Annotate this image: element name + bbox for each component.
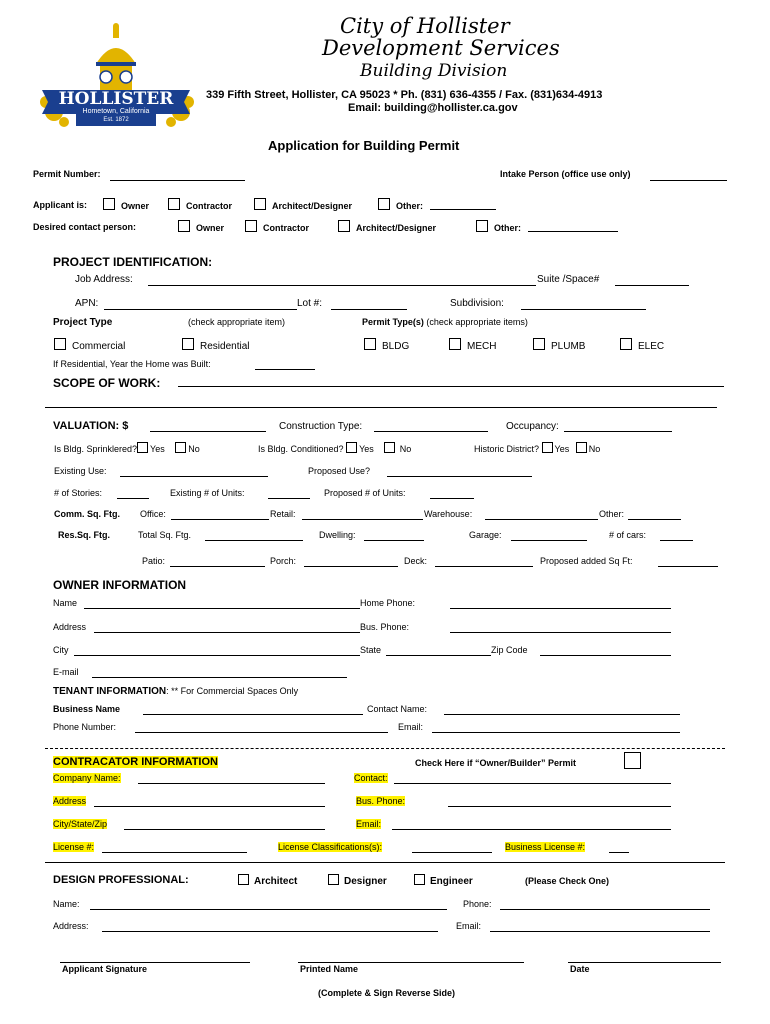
tenant-phone-label: Phone Number: <box>53 722 117 732</box>
mech-option[interactable]: MECH <box>449 338 496 352</box>
checkbox-icon[interactable] <box>338 220 350 232</box>
garage-label: Garage: <box>469 530 502 540</box>
checkbox-icon[interactable] <box>384 442 395 453</box>
proposed-added-field[interactable] <box>658 566 718 567</box>
applicant-signature-label: Applicant Signature <box>62 964 148 974</box>
applicant-contractor[interactable]: Contractor <box>168 198 232 211</box>
suite-field[interactable] <box>615 285 689 286</box>
owner-zip-field[interactable] <box>540 655 671 656</box>
checkbox-icon[interactable] <box>178 220 190 232</box>
section-divider-2 <box>45 862 725 863</box>
garage-field[interactable] <box>511 540 587 541</box>
existing-units-field[interactable] <box>268 498 310 499</box>
design-phone-field[interactable] <box>500 909 710 910</box>
design-designer[interactable]: Designer <box>328 874 387 887</box>
intake-field[interactable] <box>650 180 727 181</box>
design-engineer[interactable]: Engineer <box>414 874 473 887</box>
tenant-email-field[interactable] <box>432 732 680 733</box>
deck-label: Deck: <box>404 556 428 566</box>
checkbox-icon[interactable] <box>238 874 249 885</box>
checkbox-icon[interactable] <box>378 198 390 210</box>
design-email-field[interactable] <box>490 931 710 932</box>
header-address: 339 Fifth Street, Hollister, CA 95023 * Ph. (831) 636-4355 / Fax. (831)634-4913 <box>206 89 603 101</box>
checkbox-icon[interactable] <box>346 442 357 453</box>
intake-label: Intake Person (office use only) <box>500 169 631 179</box>
tenant-business-field[interactable] <box>143 714 363 715</box>
checkbox-icon[interactable] <box>328 874 339 885</box>
commercial-option[interactable]: Commercial <box>54 338 125 352</box>
checkbox-icon[interactable] <box>175 442 186 453</box>
construction-type-field[interactable] <box>374 431 488 432</box>
tenant-heading: TENANT INFORMATION: ** For Commercial Spaces Only <box>53 686 299 697</box>
logo-text: HOLLISTER <box>58 89 174 109</box>
residential-option[interactable]: Residential <box>182 338 249 352</box>
contractor-contact-field[interactable] <box>394 783 671 784</box>
design-address-label: Address: <box>53 921 89 931</box>
checkbox-icon[interactable] <box>364 338 376 350</box>
owner-home-phone-label: Home Phone: <box>360 598 416 608</box>
design-architect[interactable]: Architect <box>238 874 297 887</box>
proposed-units-label: Proposed # of Units: <box>324 488 406 498</box>
retail-label: Retail: <box>270 509 296 519</box>
proposed-added-label: Proposed added Sq Ft: <box>540 556 633 566</box>
contractor-email-field[interactable] <box>392 829 671 830</box>
suite-label: Suite /Space# <box>537 274 600 285</box>
checkbox-icon[interactable] <box>414 874 425 885</box>
header-title-dept: Development Services <box>322 36 560 60</box>
job-address-label: Job Address: <box>75 274 133 285</box>
tenant-business-label: Business Name <box>53 704 121 714</box>
contractor-address-label: Address <box>53 796 87 806</box>
contractor-bus-phone-field[interactable] <box>448 806 671 807</box>
warehouse-label: Warehouse: <box>424 509 473 519</box>
owner-city-field[interactable] <box>74 655 360 656</box>
owner-bus-phone-field[interactable] <box>450 632 671 633</box>
printed-name-line[interactable] <box>298 962 524 963</box>
comm-sq-label: Comm. Sq. Ftg. <box>54 509 120 519</box>
checkbox-icon[interactable] <box>103 198 115 210</box>
proposed-use-label: Proposed Use? <box>308 466 371 476</box>
year-built-label: If Residential, Year the Home was Built: <box>53 359 211 369</box>
proposed-use-field[interactable] <box>387 476 532 477</box>
contact-contractor[interactable]: Contractor <box>245 220 309 233</box>
tenant-contact-field[interactable] <box>444 714 680 715</box>
bldg-option[interactable]: BLDG <box>364 338 409 352</box>
date-label: Date <box>570 964 590 974</box>
owner-heading: OWNER INFORMATION <box>53 578 187 592</box>
applicant-owner[interactable]: Owner <box>103 198 149 211</box>
contact-other-field[interactable] <box>528 231 618 232</box>
tenant-phone-field[interactable] <box>135 732 388 733</box>
existing-units-label: Existing # of Units: <box>170 488 245 498</box>
total-sq-label: Total Sq. Ftg. <box>138 530 192 540</box>
total-sq-field[interactable] <box>205 540 303 541</box>
occupancy-label: Occupancy: <box>506 421 559 432</box>
project-type-label: Project Type <box>53 317 113 328</box>
apn-field[interactable] <box>104 309 297 310</box>
date-line[interactable] <box>568 962 721 963</box>
permit-types-label: Permit Type(s) (check appropriate items) <box>362 317 528 327</box>
company-field[interactable] <box>138 783 325 784</box>
contact-label: Desired contact person: <box>33 222 137 232</box>
retail-field[interactable] <box>302 519 423 520</box>
form-title: Application for Building Permit <box>268 138 460 153</box>
contact-other[interactable]: Other: <box>476 220 521 233</box>
checkbox-icon[interactable] <box>542 442 553 453</box>
checkbox-icon[interactable] <box>576 442 587 453</box>
historic-question: Historic District? Yes No <box>474 444 601 454</box>
header-title-city: City of Hollister <box>340 14 510 38</box>
dwelling-label: Dwelling: <box>319 530 356 540</box>
printed-name-label: Printed Name <box>300 964 359 974</box>
dwelling-field[interactable] <box>364 540 424 541</box>
cars-label: # of cars: <box>609 530 647 540</box>
owner-builder-label: Check Here if “Owner/Builder” Permit <box>415 758 577 768</box>
design-address-field[interactable] <box>102 931 438 932</box>
design-name-label: Name: <box>53 899 80 909</box>
logo-est: Est. 1872 <box>103 117 129 123</box>
applicant-architect[interactable]: Architect/Designer <box>254 198 352 211</box>
owner-email-field[interactable] <box>92 677 347 678</box>
business-license-label: Business License #: <box>505 842 586 852</box>
owner-state-field[interactable] <box>386 655 491 656</box>
sprinklered-question: Is Bldg. Sprinklered? Yes No <box>54 444 200 454</box>
checkbox-icon[interactable] <box>449 338 461 350</box>
design-note: (Please Check One) <box>525 876 610 886</box>
checkbox-icon[interactable] <box>182 338 194 350</box>
city-state-zip-label: City/State/Zip <box>53 819 108 829</box>
city-state-zip-field[interactable] <box>124 829 325 830</box>
owner-home-phone-field[interactable] <box>450 608 671 609</box>
valuation-label: VALUATION: $ <box>53 420 129 432</box>
conditioned-question: Is Bldg. Conditioned? Yes No <box>258 444 412 454</box>
business-license-field[interactable] <box>609 852 629 853</box>
owner-address-field[interactable] <box>94 632 360 633</box>
other-sq-label: Other: <box>599 509 625 519</box>
patio-field[interactable] <box>170 566 265 567</box>
other-sq-field[interactable] <box>628 519 681 520</box>
footer-note: (Complete & Sign Reverse Side) <box>318 988 456 998</box>
contractor-contact-label: Contact: <box>354 773 388 783</box>
applicant-other-field[interactable] <box>430 209 496 210</box>
valuation-field[interactable] <box>150 431 266 432</box>
patio-label: Patio: <box>142 556 166 566</box>
design-phone-label: Phone: <box>463 899 492 909</box>
contractor-email-label: Email: <box>356 819 382 829</box>
applicant-signature-line[interactable] <box>60 962 250 963</box>
license-class-label: License Classifications(s): <box>278 842 383 852</box>
job-address-field[interactable] <box>148 285 536 286</box>
owner-email-label: E-mail <box>53 667 79 677</box>
city-logo <box>36 22 196 130</box>
header-email: Email: building@hollister.ca.gov <box>348 102 518 114</box>
stories-label: # of Stories: <box>54 488 103 498</box>
applicant-label: Applicant is: <box>33 200 88 210</box>
existing-use-label: Existing Use: <box>54 466 107 476</box>
checkbox-icon[interactable] <box>254 198 266 210</box>
existing-use-field[interactable] <box>120 476 268 477</box>
project-id-heading: PROJECT IDENTIFICATION: <box>53 255 213 269</box>
header-title-division: Building Division <box>360 61 508 81</box>
design-email-label: Email: <box>456 921 482 931</box>
owner-name-label: Name <box>53 598 78 608</box>
license-field[interactable] <box>102 852 247 853</box>
porch-label: Porch: <box>270 556 297 566</box>
apn-label: APN: <box>75 298 99 309</box>
office-field[interactable] <box>171 519 269 520</box>
checkbox-icon[interactable] <box>476 220 488 232</box>
project-type-hint: (check appropriate item) <box>188 317 286 327</box>
checkbox-icon[interactable] <box>245 220 257 232</box>
plumb-option[interactable]: PLUMB <box>533 338 585 352</box>
scope-field-2[interactable] <box>45 407 717 408</box>
owner-address-label: Address <box>53 622 87 632</box>
checkbox-icon[interactable] <box>533 338 545 350</box>
owner-city-label: City <box>53 645 69 655</box>
contact-owner[interactable]: Owner <box>178 220 224 233</box>
license-label: License #: <box>53 842 95 852</box>
warehouse-field[interactable] <box>485 519 598 520</box>
contact-architect[interactable]: Architect/Designer <box>338 220 436 233</box>
owner-state-label: State <box>360 645 382 655</box>
subdivision-label: Subdivision: <box>450 298 504 309</box>
owner-zip-label: Zip Code <box>491 645 528 655</box>
lot-field[interactable] <box>331 309 407 310</box>
checkbox-icon[interactable] <box>168 198 180 210</box>
checkbox-icon[interactable] <box>137 442 148 453</box>
company-label: Company Name: <box>53 773 121 783</box>
tenant-contact-label: Contact Name: <box>367 704 428 714</box>
tenant-email-label: Email: <box>398 722 424 732</box>
construction-type-label: Construction Type: <box>279 421 363 432</box>
contractor-bus-phone-label: Bus. Phone: <box>356 796 406 806</box>
office-label: Office: <box>140 509 166 519</box>
owner-name-field[interactable] <box>84 608 360 609</box>
lot-label: Lot #: <box>297 298 323 309</box>
scope-heading: SCOPE OF WORK: <box>53 376 161 390</box>
owner-builder-checkbox[interactable] <box>624 752 641 769</box>
elec-option[interactable]: ELEC <box>620 338 664 352</box>
contractor-heading: CONTRACATOR INFORMATION <box>53 756 218 768</box>
scope-field-1[interactable] <box>178 386 724 387</box>
subdivision-field[interactable] <box>521 309 646 310</box>
res-sq-label: Res.Sq. Ftg. <box>58 530 111 540</box>
contractor-address-field[interactable] <box>94 806 325 807</box>
cars-field[interactable] <box>660 540 693 541</box>
section-divider <box>45 748 725 749</box>
owner-bus-phone-label: Bus. Phone: <box>360 622 410 632</box>
checkbox-icon[interactable] <box>54 338 66 350</box>
logo-subtext: Hometown, California <box>82 108 150 115</box>
deck-field[interactable] <box>435 566 533 567</box>
design-heading: DESIGN PROFESSIONAL: <box>53 874 189 886</box>
applicant-other[interactable]: Other: <box>378 198 423 211</box>
porch-field[interactable] <box>304 566 398 567</box>
checkbox-icon[interactable] <box>620 338 632 350</box>
design-name-field[interactable] <box>90 909 447 910</box>
proposed-units-field[interactable] <box>430 498 474 499</box>
occupancy-field[interactable] <box>564 431 672 432</box>
year-built-field[interactable] <box>255 369 315 370</box>
license-class-field[interactable] <box>412 852 492 853</box>
permit-number-field[interactable] <box>110 180 245 181</box>
permit-number-label: Permit Number: <box>33 169 101 179</box>
stories-field[interactable] <box>117 498 149 499</box>
